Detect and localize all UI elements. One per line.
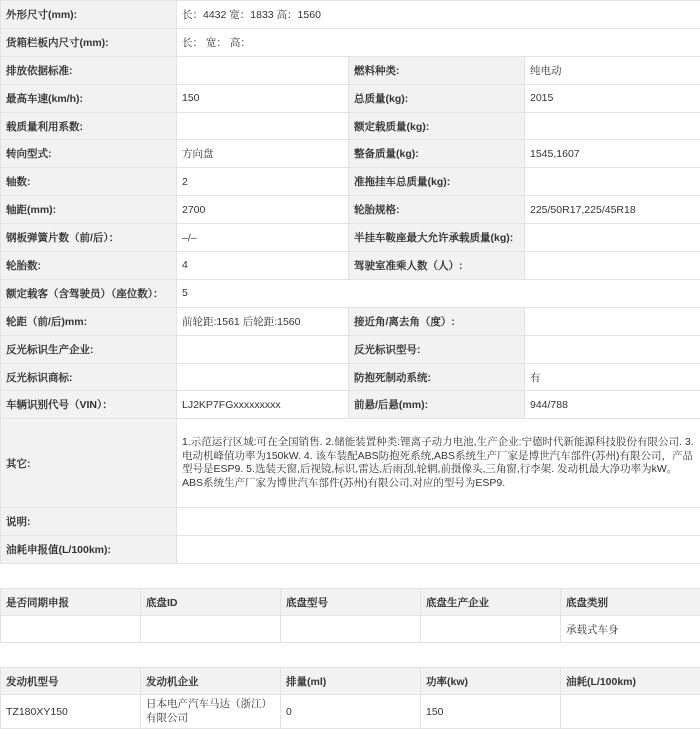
spec-label: 防抱死制动系统:	[349, 363, 525, 391]
chassis-cell	[141, 616, 281, 643]
spec-row	[1, 112, 700, 140]
spec-value	[177, 335, 349, 363]
spec-label: 前悬/后悬(mm):	[349, 391, 525, 419]
spec-value: 150	[177, 84, 349, 112]
spec-value	[177, 363, 349, 391]
spec-row	[1, 536, 700, 564]
spec-value	[177, 508, 700, 536]
engine-header-cell: 发动机型号	[1, 668, 141, 695]
spec-label: 油耗申报值(L/100km):	[1, 536, 177, 564]
spec-label: 总质量(kg):	[349, 84, 525, 112]
engine-cell: TZ180XY150	[1, 695, 141, 729]
spec-label: 转向型式:	[1, 140, 177, 168]
spec-label: 反光标识商标:	[1, 363, 177, 391]
chassis-header-cell: 底盘型号	[281, 589, 421, 616]
chassis-header-cell: 底盘类别	[561, 589, 700, 616]
engine-header-row	[1, 668, 700, 695]
spec-label: 轮胎规格:	[349, 196, 525, 224]
chassis-header-cell: 底盘生产企业	[421, 589, 561, 616]
chassis-header-row	[1, 589, 700, 616]
spec-value: 225/50R17,225/45R18	[525, 196, 700, 224]
spec-row	[1, 508, 700, 536]
spec-label: 说明:	[1, 508, 177, 536]
spec-row	[1, 335, 700, 363]
spec-value	[525, 112, 700, 140]
spec-label: 其它:	[1, 419, 177, 508]
spec-row	[1, 307, 700, 335]
spec-value: 有	[525, 363, 700, 391]
spec-row	[1, 140, 700, 168]
engine-cell: 0	[281, 695, 421, 729]
spec-row	[1, 196, 700, 224]
spec-label: 外形尺寸(mm):	[1, 1, 177, 29]
spec-remarks: 1.示范运行区域:可在全国销售. 2.储能装置种类:锂离子动力电池,生产企业:宁德时代新能源科技股份有限公司. 3.电动机峰值功率为150kW. 4. 该车装配ABS防抱死系统,ABS系统生产厂家是博世汽车部件(苏州)有限公司，产品型号是ESP9. 5.选装天窗,后视镜,标识,雷达,后雨刮,轮辋,前摄像头,三角窗,行李架. 发动机最大净功率为kW。ABS系统生产厂家为博世汽车部件(苏州)有限公司,对应的型号为ESP9.	[177, 419, 700, 508]
spec-label: 额定载客（含驾驶员）（座位数）：	[1, 279, 177, 307]
spec-label: 车辆识别代号（VIN）：	[1, 391, 177, 419]
chassis-table	[0, 588, 700, 643]
spec-label: 货箱栏板内尺寸(mm):	[1, 28, 177, 56]
spec-label: 钢板弹簧片数（前/后）：	[1, 224, 177, 252]
spec-row	[1, 224, 700, 252]
spec-value: 长： 宽： 高：	[177, 28, 700, 56]
spec-label: 准拖挂车总质量(kg):	[349, 168, 525, 196]
spec-label: 轴距(mm):	[1, 196, 177, 224]
spec-value: 2	[177, 168, 349, 196]
spec-value	[525, 335, 700, 363]
spec-row	[1, 28, 700, 56]
chassis-header-cell: 是否同期申报	[1, 589, 141, 616]
spec-value: 前轮距:1561 后轮距:1560	[177, 307, 349, 335]
spec-value: LJ2KP7FGxxxxxxxxx	[177, 391, 349, 419]
spec-value: 1545,1607	[525, 140, 700, 168]
spec-label: 半挂车鞍座最大允许承载质量(kg):	[349, 224, 525, 252]
spec-value	[177, 56, 349, 84]
spec-row	[1, 56, 700, 84]
chassis-cell	[421, 616, 561, 643]
spec-label: 最高车速(km/h):	[1, 84, 177, 112]
spec-label: 反光标识生产企业:	[1, 335, 177, 363]
engine-header-cell: 排量(ml)	[281, 668, 421, 695]
spec-value: 5	[177, 279, 700, 307]
spec-row	[1, 84, 700, 112]
spec-value: 2015	[525, 84, 700, 112]
spec-value	[177, 536, 700, 564]
spec-label: 轮胎数:	[1, 252, 177, 280]
spec-value: 944/788	[525, 391, 700, 419]
chassis-cell: 承载式车身	[561, 616, 700, 643]
spec-label: 整备质量(kg):	[349, 140, 525, 168]
spec-label: 轴数:	[1, 168, 177, 196]
engine-header-cell: 发动机企业	[141, 668, 281, 695]
spec-row	[1, 279, 700, 307]
spec-value: –/–	[177, 224, 349, 252]
spec-row	[1, 168, 700, 196]
spec-label: 排放依据标准:	[1, 56, 177, 84]
spec-label: 额定载质量(kg):	[349, 112, 525, 140]
spec-value: 纯电动	[525, 56, 700, 84]
engine-header-cell: 油耗(L/100km)	[561, 668, 700, 695]
engine-table	[0, 667, 700, 729]
spec-value	[525, 307, 700, 335]
spec-value	[525, 224, 700, 252]
chassis-header-cell: 底盘ID	[141, 589, 281, 616]
chassis-cell	[281, 616, 421, 643]
spec-row	[1, 419, 700, 508]
spec-row	[1, 252, 700, 280]
spec-label: 轮距（前/后)mm:	[1, 307, 177, 335]
engine-cell: 150	[421, 695, 561, 729]
spec-label: 燃料种类:	[349, 56, 525, 84]
spec-value: 长：4432 宽：1833 高：1560	[177, 1, 700, 29]
spec-value	[177, 112, 349, 140]
spec-value: 方向盘	[177, 140, 349, 168]
engine-cell: 日本电产汽车马达（浙江）有限公司	[141, 695, 281, 729]
spec-label: 驾驶室准乘人数（人）:	[349, 252, 525, 280]
spec-row	[1, 391, 700, 419]
spec-label: 接近角/离去角（度）:	[349, 307, 525, 335]
spec-value: 4	[177, 252, 349, 280]
spec-label: 反光标识型号:	[349, 335, 525, 363]
spec-row	[1, 363, 700, 391]
spec-value	[525, 252, 700, 280]
engine-header-cell: 功率(kw)	[421, 668, 561, 695]
spec-value: 2700	[177, 196, 349, 224]
spec-row	[1, 1, 700, 29]
spec-value	[525, 168, 700, 196]
chassis-row	[1, 616, 700, 643]
chassis-cell	[1, 616, 141, 643]
spec-label: 载质量利用系数:	[1, 112, 177, 140]
